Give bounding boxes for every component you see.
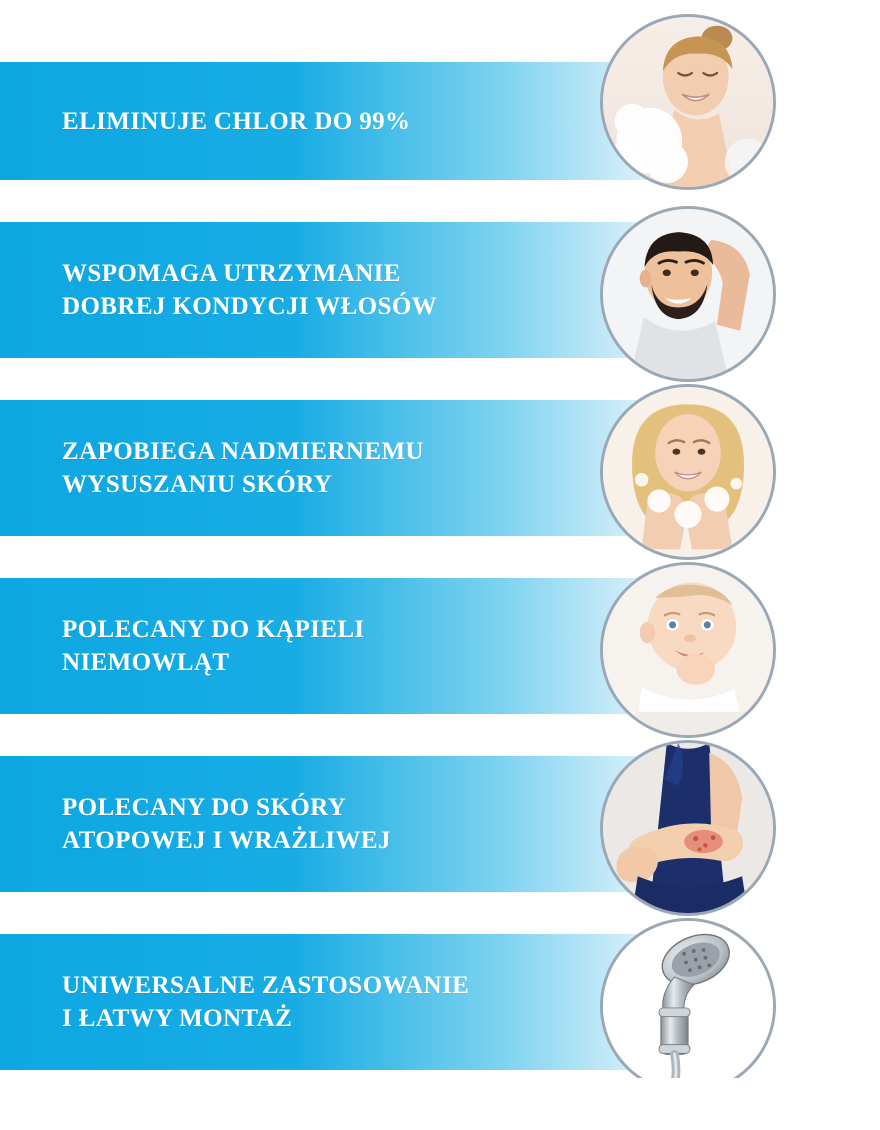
feature-label-wysuszanie-skory: [0, 435, 604, 501]
feature-row: [0, 934, 700, 1070]
feature-line: WYSUSZANIU SKÓRY: [62, 471, 333, 498]
feature-row: [0, 578, 700, 714]
feature-row: [0, 400, 700, 536]
feature-label-kapiel-niemowlat: [0, 613, 545, 679]
feature-row: [0, 222, 700, 358]
shower-head-photo: [600, 918, 776, 1094]
baby-photo: [600, 562, 776, 738]
feature-line: I ŁATWY MONTAŻ: [62, 1005, 293, 1032]
feature-label-eliminuje-chlor: ELIMINUJE CHLOR DO 99%: [62, 107, 411, 135]
man-touching-hair-photo: [600, 206, 776, 382]
feature-line: POLECANY DO SKÓRY: [62, 794, 347, 821]
irritated-skin-arm-photo: [600, 740, 776, 916]
feature-line: DOBREJ KONDYCJI WŁOSÓW: [62, 293, 438, 320]
feature-line: ZAPOBIEGA NADMIERNEMU: [62, 438, 424, 465]
feature-line: POLECANY DO KĄPIELI: [62, 616, 365, 643]
feature-label-kondycja-wlosow: [0, 257, 617, 323]
feature-line: ATOPOWEJ I WRAŻLIWEJ: [62, 827, 391, 854]
feature-line: UNIWERSALNE ZASTOSOWANIE: [62, 972, 470, 999]
feature-line: NIEMOWLĄT: [62, 649, 230, 676]
woman-in-bath-photo: [600, 14, 776, 190]
feature-row: [0, 756, 700, 892]
feature-row: [0, 62, 700, 180]
feature-label-uniwersalne-zastosowanie: [0, 969, 649, 1035]
bottom-spacer: [0, 1078, 880, 1130]
feature-label-skora-atopowa: [0, 791, 571, 857]
woman-washing-face-photo: [600, 384, 776, 560]
feature-line: WSPOMAGA UTRZYMANIE: [62, 260, 401, 287]
